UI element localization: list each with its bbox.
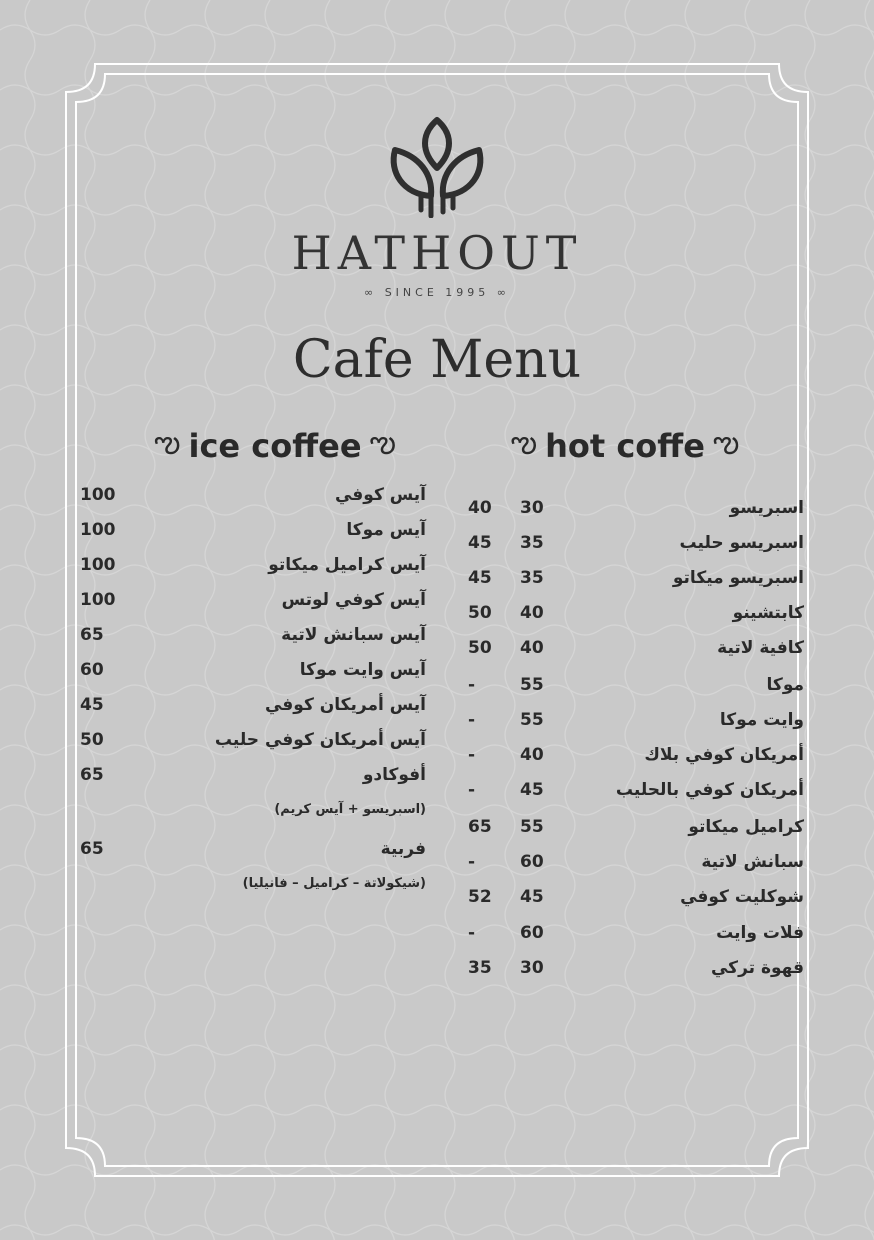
item-name: فلات وايت bbox=[716, 923, 804, 943]
list-item bbox=[468, 740, 804, 770]
item-price-large: - bbox=[468, 710, 476, 730]
item-note: (اسبريسو + آيس كريم) bbox=[274, 802, 426, 817]
item-name: وايت موكا bbox=[719, 710, 804, 730]
list-item bbox=[468, 775, 804, 805]
item-price-small: 45 bbox=[520, 887, 544, 907]
item-name: آيس كوفي لوتس bbox=[281, 590, 426, 610]
item-name: موكا bbox=[766, 675, 804, 695]
item-price-large: - bbox=[468, 745, 476, 765]
item-price-small: 35 bbox=[520, 533, 544, 553]
item-price-small: 40 bbox=[520, 745, 544, 765]
list-item bbox=[468, 563, 804, 593]
list-item bbox=[468, 528, 804, 558]
item-price-large: - bbox=[468, 675, 476, 695]
item-price-large: - bbox=[468, 852, 476, 872]
item-name: أمريكان كوفي بالحليب bbox=[615, 780, 804, 800]
item-name: آيس كوفي bbox=[334, 485, 426, 505]
list-item bbox=[468, 882, 804, 912]
item-price-large: 50 bbox=[468, 638, 492, 658]
ice-coffee-heading-text: ice coffee bbox=[188, 427, 362, 465]
item-name: اسبريسو حليب bbox=[679, 533, 804, 553]
item-name: اسبريسو bbox=[729, 498, 804, 518]
list-item bbox=[468, 918, 804, 948]
list-item bbox=[468, 493, 804, 523]
swirl-right-icon: ఌ bbox=[369, 425, 396, 460]
list-item bbox=[80, 725, 426, 755]
list-item bbox=[468, 847, 804, 877]
item-price-large: 40 bbox=[468, 498, 492, 518]
item-price: 50 bbox=[80, 730, 104, 750]
item-name: آيس أمريكان كوفي حليب bbox=[214, 730, 426, 750]
item-price-small: 60 bbox=[520, 923, 544, 943]
list-item bbox=[468, 598, 804, 628]
item-price-large: - bbox=[468, 780, 476, 800]
item-name: أفوكادو bbox=[362, 765, 426, 785]
swirl-right-icon: ఌ bbox=[712, 425, 740, 460]
list-item bbox=[468, 633, 804, 663]
list-item bbox=[80, 690, 426, 720]
swirl-left-icon: ఌ bbox=[510, 425, 538, 460]
item-price: 100 bbox=[80, 485, 116, 505]
list-item bbox=[468, 812, 804, 842]
item-price-small: 60 bbox=[520, 852, 544, 872]
item-name: اسبريسو ميكاتو bbox=[672, 568, 804, 588]
item-price-large: 52 bbox=[468, 887, 492, 907]
swirl-left-icon: ఌ bbox=[154, 425, 181, 460]
item-name: آيس سبانش لاتية bbox=[281, 625, 426, 645]
item-name: كراميل ميكاتو bbox=[688, 817, 804, 837]
list-item bbox=[80, 585, 426, 615]
item-price: 100 bbox=[80, 520, 116, 540]
item-price: 100 bbox=[80, 555, 116, 575]
hot-coffee-heading bbox=[460, 424, 790, 468]
item-price-small: 55 bbox=[520, 817, 544, 837]
item-price: 65 bbox=[80, 625, 104, 645]
list-item bbox=[80, 834, 426, 864]
list-item bbox=[80, 620, 426, 650]
item-price-small: 30 bbox=[520, 958, 544, 978]
list-item bbox=[80, 760, 426, 790]
item-price-small: 55 bbox=[520, 710, 544, 730]
item-name: شوكليت كوفي bbox=[680, 887, 804, 907]
item-price: 65 bbox=[80, 765, 104, 785]
list-item bbox=[80, 655, 426, 685]
swirl-left-icon: ∞ bbox=[364, 286, 385, 299]
item-name: آيس وايت موكا bbox=[299, 660, 426, 680]
item-name: سبانش لاتية bbox=[701, 852, 804, 872]
item-name: أمريكان كوفي بلاك bbox=[644, 745, 804, 765]
item-price-large: 45 bbox=[468, 533, 492, 553]
item-name: فربية bbox=[380, 839, 426, 859]
item-name: كافية لاتية bbox=[717, 638, 804, 658]
item-price-large: 50 bbox=[468, 603, 492, 623]
item-name: آيس موكا bbox=[346, 520, 426, 540]
item-name: آيس أمريكان كوفي bbox=[264, 695, 426, 715]
item-name: كابتشينو bbox=[732, 603, 804, 623]
coffee-leaf-logo-icon bbox=[385, 112, 489, 218]
list-item bbox=[468, 705, 804, 735]
list-item bbox=[80, 480, 426, 510]
list-item bbox=[468, 670, 804, 700]
item-name: قهوة تركي bbox=[710, 958, 804, 978]
list-item bbox=[80, 515, 426, 545]
item-price-large: - bbox=[468, 923, 476, 943]
list-item bbox=[80, 550, 426, 580]
ice-coffee-heading bbox=[110, 424, 440, 468]
item-name: آيس كراميل ميكاتو bbox=[268, 555, 426, 575]
item-note: (شيكولاتة – كراميل – فانيليا) bbox=[242, 876, 426, 891]
item-price-small: 40 bbox=[520, 603, 544, 623]
swirl-right-icon: ∞ bbox=[489, 286, 510, 299]
since-tagline bbox=[0, 286, 874, 299]
list-item bbox=[468, 953, 804, 983]
item-price: 45 bbox=[80, 695, 104, 715]
item-price: 65 bbox=[80, 839, 104, 859]
item-price-large: 35 bbox=[468, 958, 492, 978]
item-price: 60 bbox=[80, 660, 104, 680]
item-price-small: 30 bbox=[520, 498, 544, 518]
item-price-small: 45 bbox=[520, 780, 544, 800]
since-text: SINCE 1995 bbox=[384, 286, 490, 299]
item-price-small: 40 bbox=[520, 638, 544, 658]
item-price-large: 65 bbox=[468, 817, 492, 837]
brand-name: HATHOUT bbox=[291, 226, 583, 280]
item-price: 100 bbox=[80, 590, 116, 610]
item-price-small: 55 bbox=[520, 675, 544, 695]
item-price-small: 35 bbox=[520, 568, 544, 588]
menu-title: Cafe Menu bbox=[292, 330, 582, 390]
item-price-large: 45 bbox=[468, 568, 492, 588]
hot-coffee-heading-text: hot coffe bbox=[545, 427, 705, 465]
